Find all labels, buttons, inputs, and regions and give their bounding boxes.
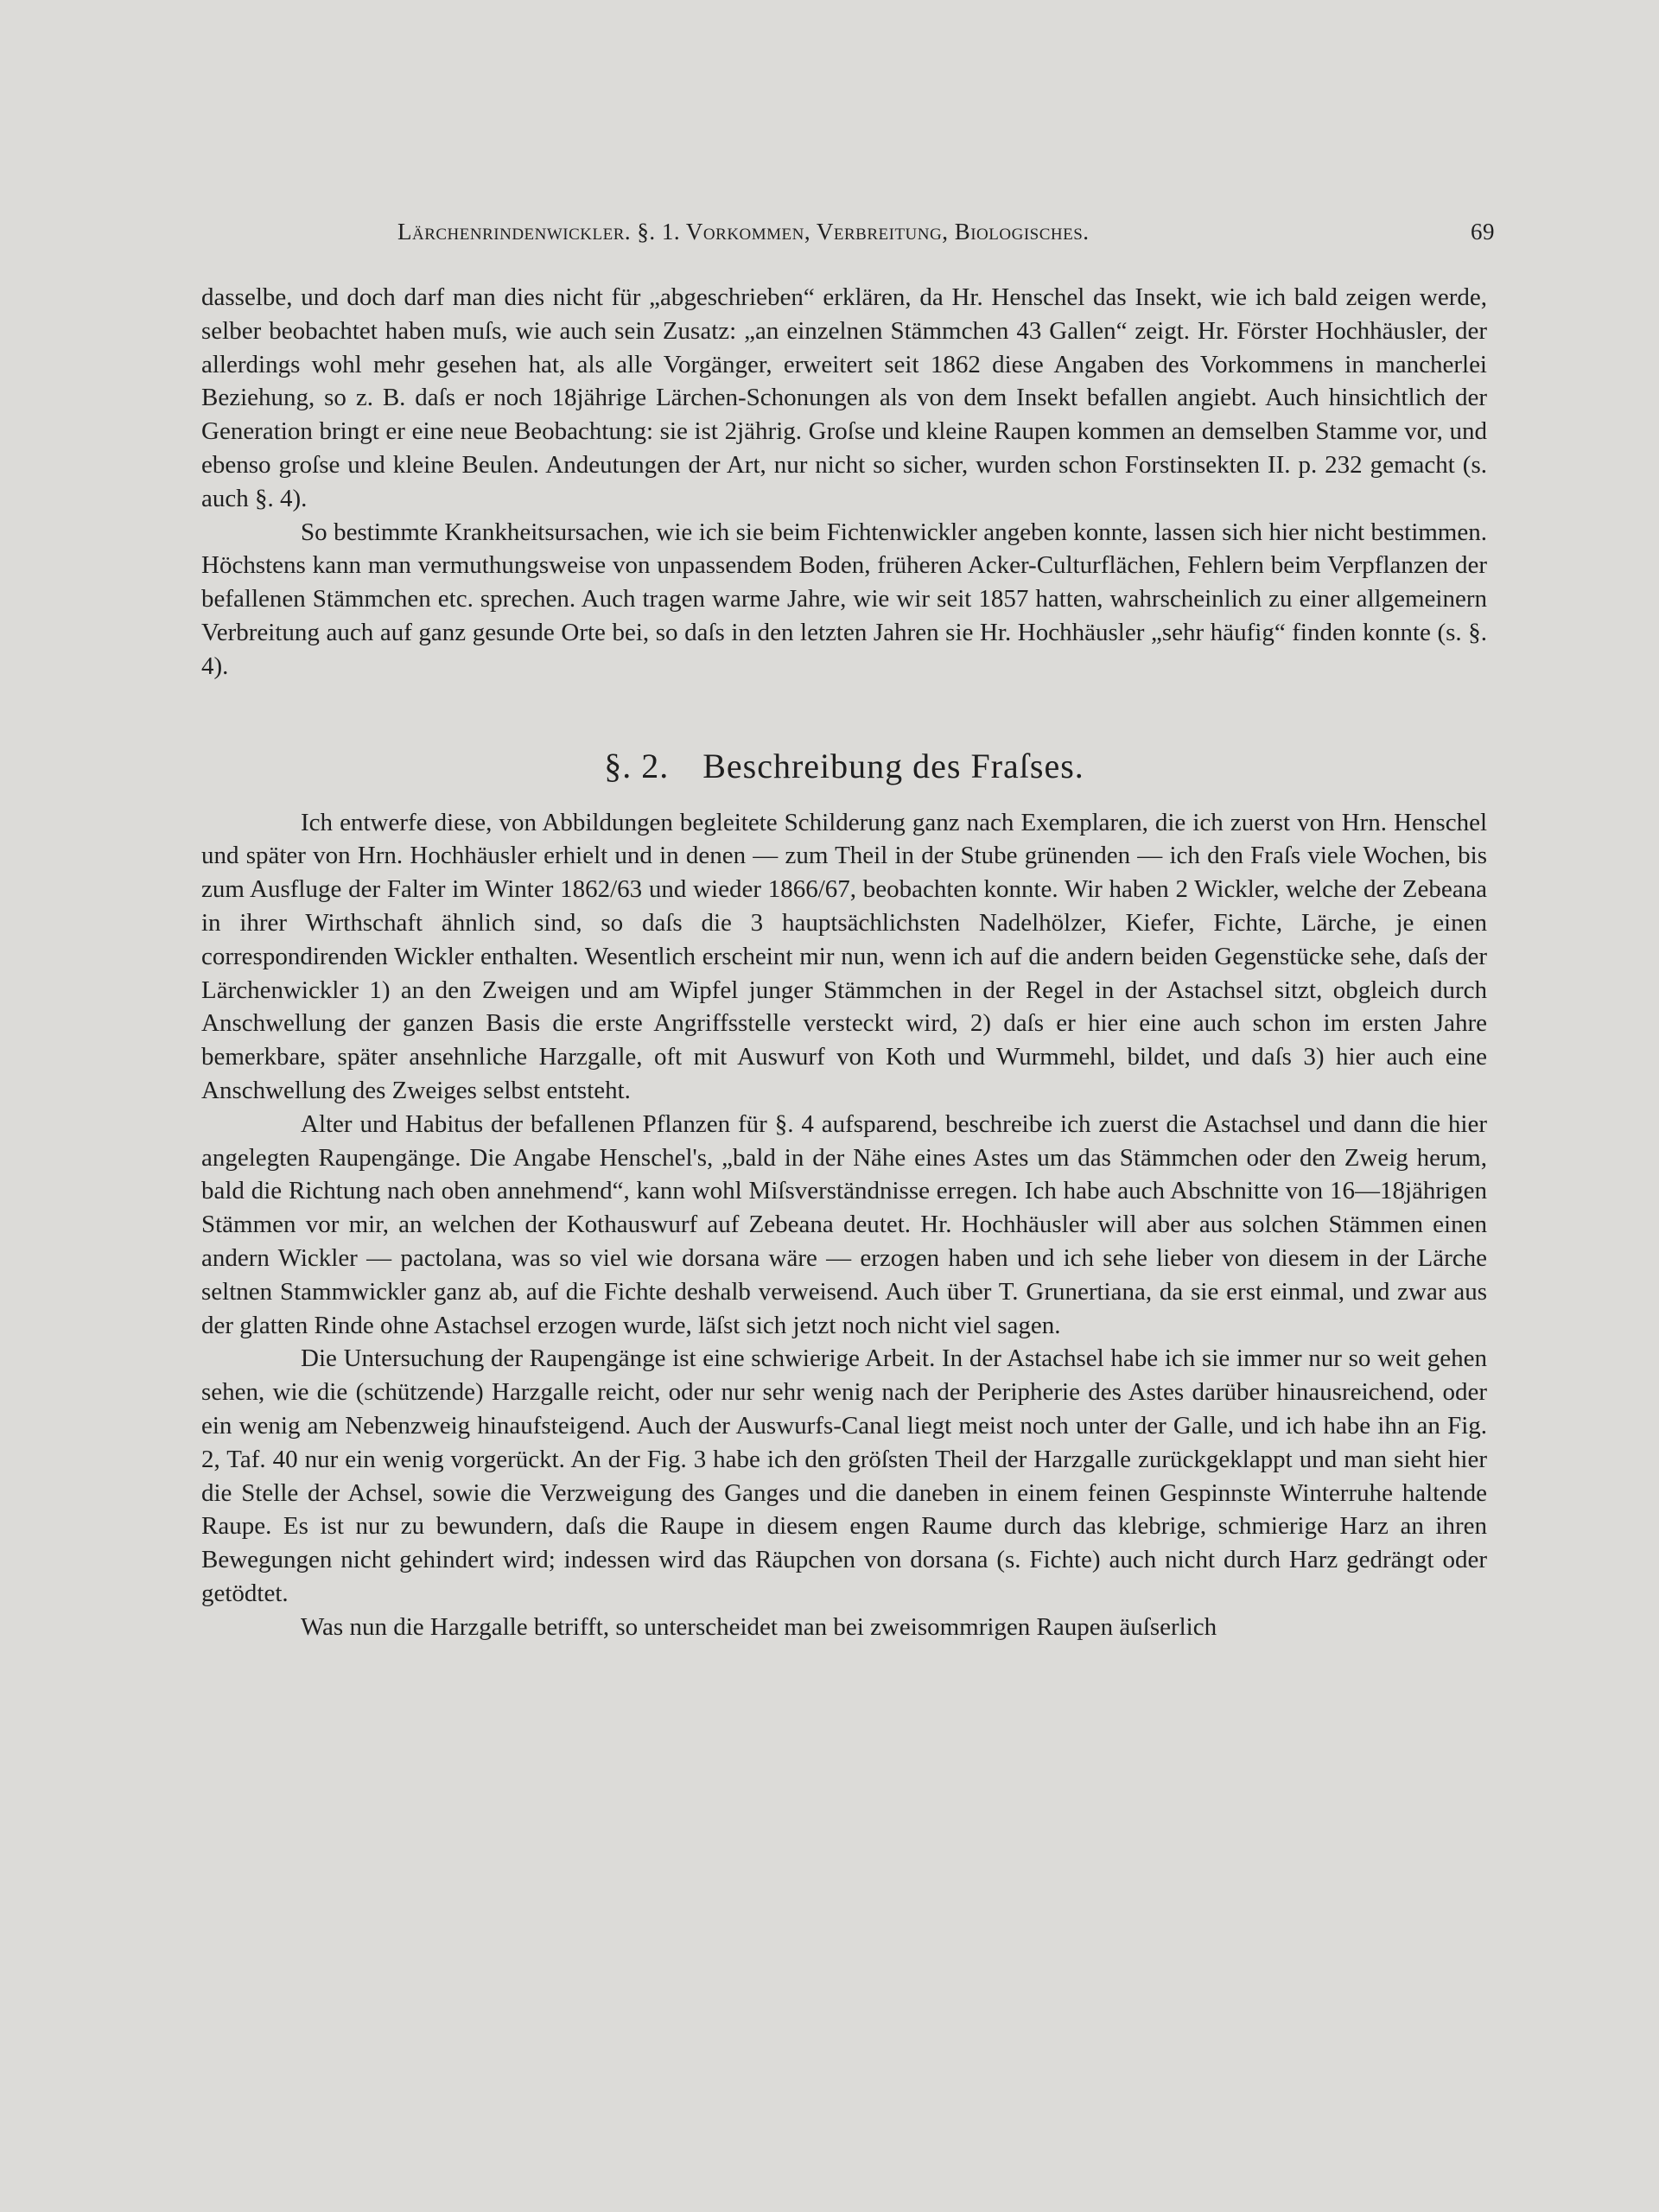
- paragraph: Ich entwerfe diese, von Abbildungen begleitete Schilderung ganz nach Exemplaren, die ich zuerst von Hrn. Henschel und später von Hrn. Hochhäusler erhielt und in denen — zum Theil in der Stube grünenden — ich den Fraſs viele Wochen, bis zum Ausfluge der Falter im Winter 1862/63 und wieder 1866/67, beobachten konnte. Wir haben 2 Wickler, welche der Zebeana in ihrer Wirthschaft ähnlich sind, so daſs die 3 hauptsächlichsten Nadelhölzer, Kiefer, Fichte, Lärche, je einen correspondirenden Wickler enthalten. Wesentlich erscheint mir nun, wenn ich auf die andern beiden Gegenstücke sehe, daſs der Lärchenwickler 1) an den Zweigen und am Wipfel junger Stämmchen in der Regel in der Astachsel sitzt, obgleich durch Anschwellung der ganzen Basis die erste Angriffsstelle versteckt wird, 2) daſs er hier eine auch schon im ersten Jahre bemerkbare, später ansehnliche Harzgalle, oft mit Auswurf von Koth und Wurmmehl, bildet, und daſs 3) hier auch eine Anschwellung des Zweiges selbst entsteht.: [201, 808, 1487, 1104]
- section-number: §. 2.: [604, 746, 670, 785]
- section-title: Beschreibung des Fraſses.: [702, 746, 1084, 785]
- page-number: 69: [1471, 219, 1495, 245]
- paragraph: Was nun die Harzgalle betrifft, so unterscheidet man bei zweisommrigen Raupen äuſserlich: [301, 1612, 1217, 1641]
- paragraph: Die Untersuchung der Raupengänge ist eine schwierige Arbeit. In der Astachsel habe ich sie immer nur so weit gehen sehen, wie die (schützende) Harzgalle reicht, oder nur sehr wenig nach der Peripherie des Astes darüber hinausreichend, oder ein wenig am Nebenzweig hinaufsteigend. Auch der Auswurfs-Canal liegt meist noch unter der Galle, und ich habe ihn an Fig. 2, Taf. 40 nur ein wenig vorgerückt. An der Fig. 3 habe ich den gröſsten Theil der Harzgalle zurückgeklappt und man sieht hier die Stelle der Achsel, sowie die Verzweigung des Ganges und die daneben in einem feinen Gespinnste Winterruhe haltende Raupe. Es ist nur zu bewundern, daſs die Raupe in diesem engen Raume durch das klebrige, schmierige Harz an ihren Bewegungen nicht gehindert wird; indessen wird das Räupchen von dorsana (s. Fichte) auch nicht durch Harz gedrängt oder getödtet.: [201, 1344, 1487, 1607]
- paragraph: So bestimmte Krankheitsursachen, wie ich sie beim Fichtenwickler angeben konnte, lassen sich hier nicht bestimmen. Höchstens kann man vermuthungsweise von unpassendem Boden, früheren Acker-Culturflächen, Fehlern beim Verpflanzen der befallenen Stämmchen etc. sprechen. Auch tragen warme Jahre, wie wir seit 1857 hatten, wahrscheinlich zu einer allgemeinern Verbreitung auch auf ganz gesunde Orte bei, so daſs in den letzten Jahren sie Hr. Hochhäusler „sehr häufig“ finden konnte (s. §. 4).: [201, 518, 1487, 680]
- paragraph: dasselbe, und doch darf man dies nicht für „abgeschrieben“ erklären, da Hr. Henschel das Insekt, wie ich bald zeigen werde, selber beobachtet haben muſs, wie auch sein Zusatz: „an einzelnen Stämmchen 43 Gallen“ zeigt. Hr. Förster Hochhäusler, der allerdings wohl mehr gesehen hat, als alle Vorgänger, erweitert seit 1862 diese Angaben des Vorkommens in mancherlei Beziehung, so z. B. daſs er noch 18jährige Lärchen-Schonungen als von dem Insekt befallen angiebt. Auch hinsichtlich der Generation bringt er eine neue Beobachtung: sie ist 2jährig. Groſse und kleine Raupen kommen an demselben Stamme vor, und ebenso groſse und kleine Beulen. Andeutungen der Art, nur nicht so sicher, wurden schon Forstinsekten II. p. 232 gemacht (s. auch §. 4).: [201, 283, 1487, 512]
- body-text: [201, 281, 1487, 1643]
- page-header: [397, 214, 1495, 249]
- paragraph: Alter und Habitus der befallenen Pflanzen für §. 4 aufsparend, beschreibe ich zuerst die Astachsel und dann die hier angelegten Raupengänge. Die Angabe Henschel's, „bald in der Nähe eines Astes um das Stämmchen oder den Zweig herum, bald die Richtung nach oben annehmend“, kann wohl Miſsverständnisse erregen. Ich habe auch Abschnitte von 16—18jährigen Stämmen vor mir, an welchen der Kothauswurf auf Zebeana deutet. Hr. Hochhäusler will aber aus solchen Stämmen einen andern Wickler — pactolana, was so viel wie dorsana wäre — erzogen haben und ich sehe lieber von diesem in der Lärche seltnen Stammwickler ganz ab, auf die Fichte deshalb verweisend. Auch über T. Grunertiana, da sie erst einmal, und zwar aus der glatten Rinde ohne Astachsel erzogen wurde, läſst sich jetzt noch nicht viel sagen.: [201, 1109, 1487, 1339]
- section-heading: [201, 746, 1487, 787]
- running-head: Lärchenrindenwickler. §. 1. Vorkommen, Verbreitung, Biologisches.: [397, 219, 1090, 245]
